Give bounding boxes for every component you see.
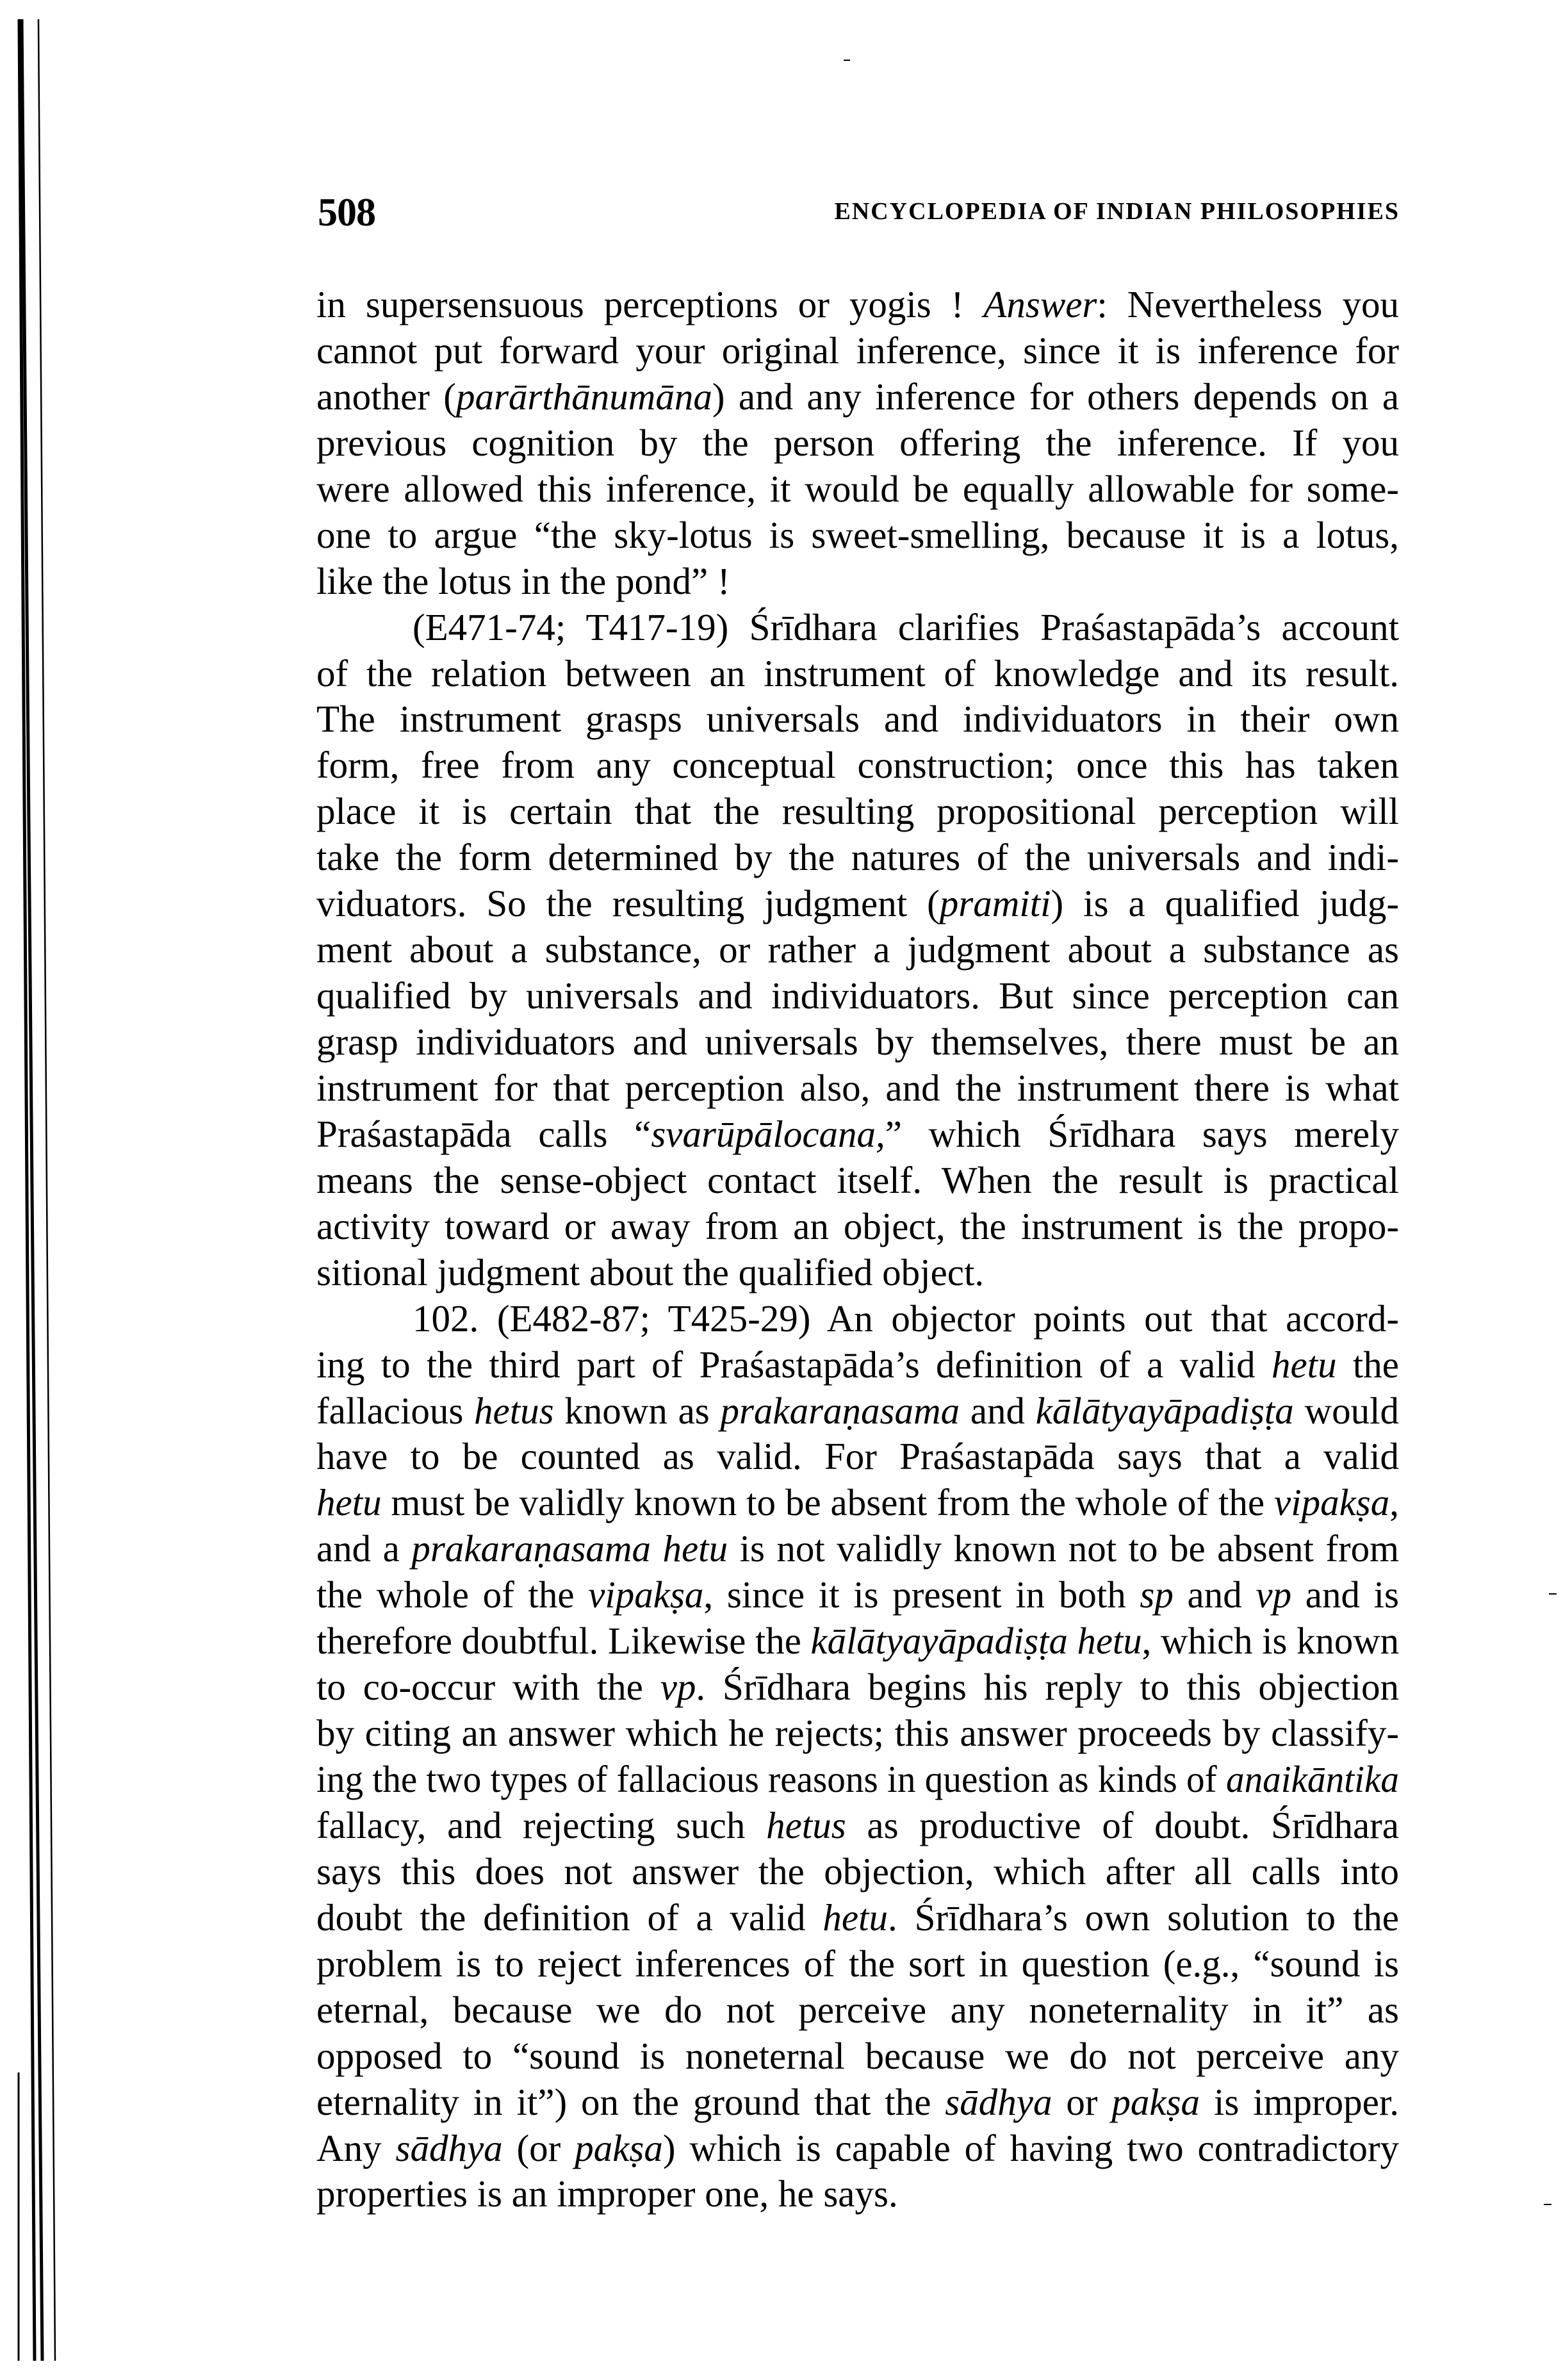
text-line — [316, 1019, 1399, 1065]
text-line — [316, 881, 1399, 927]
text-line — [316, 927, 1399, 973]
text-run: , — [1389, 1481, 1399, 1524]
text-run: . Śrīdhara begins his reply to this objection — [696, 1666, 1399, 1709]
text-line — [316, 1342, 1399, 1388]
text-line — [316, 1803, 1399, 1849]
italic-term: pakṣa — [1111, 2080, 1200, 2123]
text-line — [316, 651, 1399, 697]
text-run: , which is known — [1142, 1620, 1399, 1662]
text-run: The instrument grasps universals and individuators in their own — [316, 698, 1399, 741]
text-run: opposed to “sound is noneternal because we do not perceive any — [316, 2034, 1399, 2077]
text-line — [316, 2080, 1399, 2126]
text-run: by citing an answer which he rejects; this answer proceeds by classify- — [316, 1712, 1399, 1755]
italic-term: sādhya — [395, 2126, 503, 2169]
text-line — [316, 2033, 1399, 2080]
text-run: means the sense-object contact itself. When the result is practical — [316, 1158, 1399, 1201]
text-run: viduators. So the resulting judgment ( — [316, 882, 940, 925]
italic-term: svarūpālocana, — [651, 1112, 885, 1155]
text-line — [316, 2126, 1399, 2172]
italic-term: hetu — [1271, 1343, 1337, 1386]
text-line — [316, 696, 1399, 743]
text-line — [316, 789, 1399, 835]
text-run: activity toward or away from an object, the instrument is the propo- — [316, 1204, 1399, 1247]
text-line — [316, 835, 1399, 881]
text-line — [316, 1388, 1399, 1434]
text-run: like the lotus in the pond” ! — [316, 559, 730, 602]
italic-term: vipakṣa — [1274, 1481, 1390, 1524]
text-run: place it is certain that the resulting propositional perception will — [316, 790, 1399, 833]
text-run: . Śrīdhara’s own solution to the — [887, 1896, 1399, 1939]
text-run: and is — [1291, 1573, 1399, 1616]
running-head: ENCYCLOPEDIA OF INDIAN PHILOSOPHIES — [834, 198, 1400, 225]
italic-term: hetu — [822, 1896, 888, 1939]
text-line — [316, 605, 1399, 651]
text-run: Any — [316, 2126, 396, 2169]
text-line — [316, 1065, 1399, 1112]
body-text — [316, 282, 1399, 2217]
text-run: ) is a qualified judg- — [1051, 882, 1399, 925]
text-run: another ( — [316, 375, 456, 418]
text-line — [316, 1664, 1399, 1711]
text-run: ing the two types of fallacious reasons in question as kinds of — [316, 1758, 1226, 1800]
text-run: or — [1052, 2080, 1112, 2123]
text-line — [316, 743, 1399, 789]
text-run: ) and any inference for others depends on a — [712, 375, 1400, 418]
text-run: instrument for that perception also, and the instrument there is what — [316, 1066, 1399, 1109]
italic-term: prakaraṇasama — [720, 1389, 960, 1432]
text-line — [316, 1112, 1399, 1158]
text-line — [316, 466, 1399, 513]
italic-term: sādhya — [945, 2080, 1052, 2123]
italic-term: pakṣa — [575, 2126, 663, 2169]
text-line — [316, 1204, 1399, 1250]
text-line — [316, 420, 1399, 466]
text-run: properties is an improper one, he says. — [316, 2172, 898, 2215]
text-line — [316, 1158, 1399, 1204]
italic-term: sp — [1140, 1573, 1174, 1616]
text-run: the whole of the — [316, 1573, 589, 1616]
text-run: were allowed this inference, it would be equally allowable for some- — [316, 467, 1399, 510]
text-run: is improper. — [1200, 2080, 1399, 2123]
text-line — [316, 1296, 1399, 1342]
text-run: grasp individuators and universals by themselves, there must be an — [316, 1021, 1399, 1063]
italic-term: hetu — [316, 1481, 382, 1524]
text-line — [316, 374, 1399, 420]
text-run: have to be counted as valid. For Praśastapāda says that a valid — [316, 1435, 1399, 1478]
text-line — [316, 1711, 1399, 1757]
text-line — [316, 1250, 1399, 1296]
text-line — [316, 1757, 1399, 1803]
text-run: one to argue “the sky-lotus is sweet-smelling, because it is a lotus, — [316, 513, 1399, 556]
text-run: therefore doubtful. Likewise the — [316, 1620, 811, 1662]
italic-term: vp — [660, 1666, 696, 1709]
page-binding-edge-lines — [0, 0, 77, 2380]
text-run: : Nevertheless you — [1097, 283, 1399, 325]
text-run: previous cognition by the person offering the inference. If you — [316, 421, 1399, 464]
text-line — [316, 1572, 1399, 1618]
text-line — [316, 282, 1399, 328]
text-run: fallacy, and rejecting such — [316, 1803, 767, 1846]
text-run: fallacious — [316, 1389, 475, 1432]
text-run: says this does not answer the objection, which after all calls into — [316, 1850, 1399, 1892]
italic-term: prakaraṇasama hetu — [411, 1527, 728, 1570]
text-run: form, free from any conceptual construction; once this has taken — [316, 744, 1399, 787]
text-run: doubt the definition of a valid — [316, 1896, 823, 1939]
italic-term: kālātyayāpadiṣṭa — [1035, 1389, 1294, 1432]
text-run: would — [1293, 1389, 1399, 1432]
text-run: is not validly known not to be absent from — [728, 1527, 1400, 1570]
scan-speck — [844, 60, 850, 61]
text-line — [316, 1434, 1399, 1480]
text-line — [316, 973, 1399, 1019]
text-run: ing to the third part of Praśastapāda’s definition of a valid — [316, 1343, 1272, 1386]
text-run: and — [1173, 1573, 1256, 1616]
italic-term: anaikāntika — [1225, 1758, 1399, 1800]
text-run: Praśastapāda calls “ — [316, 1112, 651, 1155]
text-line — [316, 1941, 1399, 1987]
italic-term: kālātyayāpadiṣṭa hetu — [810, 1620, 1142, 1662]
text-line — [316, 1895, 1399, 1941]
text-run: ment about a substance, or rather a judgment about a substance as — [316, 928, 1399, 971]
text-line — [316, 1618, 1399, 1664]
text-run: eternal, because we do not perceive any noneternality in it” as — [316, 1988, 1399, 2031]
italic-term: vp — [1256, 1573, 1292, 1616]
text-run: ” which Śrīdhara says merely — [885, 1112, 1399, 1155]
text-run: as productive of doubt. Śrīdhara — [846, 1803, 1399, 1846]
text-line — [316, 1480, 1399, 1526]
text-run: and — [960, 1389, 1036, 1432]
text-run: (or — [502, 2126, 575, 2169]
text-run: problem is to reject inferences of the sort in question (e.g., “sound is — [316, 1942, 1399, 1985]
text-run: known as — [553, 1389, 721, 1432]
text-line — [316, 328, 1399, 374]
italic-term: parārthānumāna — [455, 375, 712, 418]
text-run: the — [1336, 1343, 1399, 1386]
text-run: cannot put forward your original inference, since it is inference for — [316, 329, 1399, 372]
italic-term: hetus — [766, 1803, 846, 1846]
scan-speck — [1549, 1593, 1557, 1595]
text-run: qualified by universals and individuators. But since perception can — [316, 974, 1399, 1017]
text-run: 102. (E482-87; T425-29) An objector points out that accord- — [413, 1297, 1399, 1340]
text-run: sitional judgment about the qualified object. — [316, 1251, 985, 1293]
scan-speck — [1544, 2204, 1551, 2205]
text-run: of the relation between an instrument of knowledge and its result. — [316, 652, 1399, 694]
text-line — [316, 1526, 1399, 1572]
text-run: in supersensuous perceptions or yogis ! — [316, 283, 984, 325]
text-run: , since it is present in both — [703, 1573, 1140, 1616]
text-run: eternality in it”) on the ground that the — [316, 2080, 945, 2123]
text-line — [316, 513, 1399, 559]
text-run: and a — [316, 1527, 412, 1570]
italic-term: hetus — [474, 1389, 554, 1432]
text-line — [316, 559, 1399, 605]
text-run: take the form determined by the natures of the universals and indi- — [316, 836, 1399, 879]
italic-term: vipakṣa — [588, 1573, 704, 1616]
binding-line — [38, 19, 55, 2361]
text-line — [316, 2171, 1399, 2217]
text-run: ) which is capable of having two contradictory — [662, 2126, 1400, 2169]
italic-term: Answer — [983, 283, 1097, 325]
text-run: must be validly known to be absent from the whole of the — [381, 1481, 1275, 1524]
text-run: to co-occur with the — [316, 1666, 660, 1709]
italic-term: pramiti — [939, 882, 1051, 925]
text-run: (E471-74; T417-19) Śrīdhara clarifies Praśastapāda’s account — [413, 605, 1399, 648]
text-line — [316, 1987, 1399, 2033]
page-number: 508 — [318, 191, 375, 234]
text-line — [316, 1849, 1399, 1895]
